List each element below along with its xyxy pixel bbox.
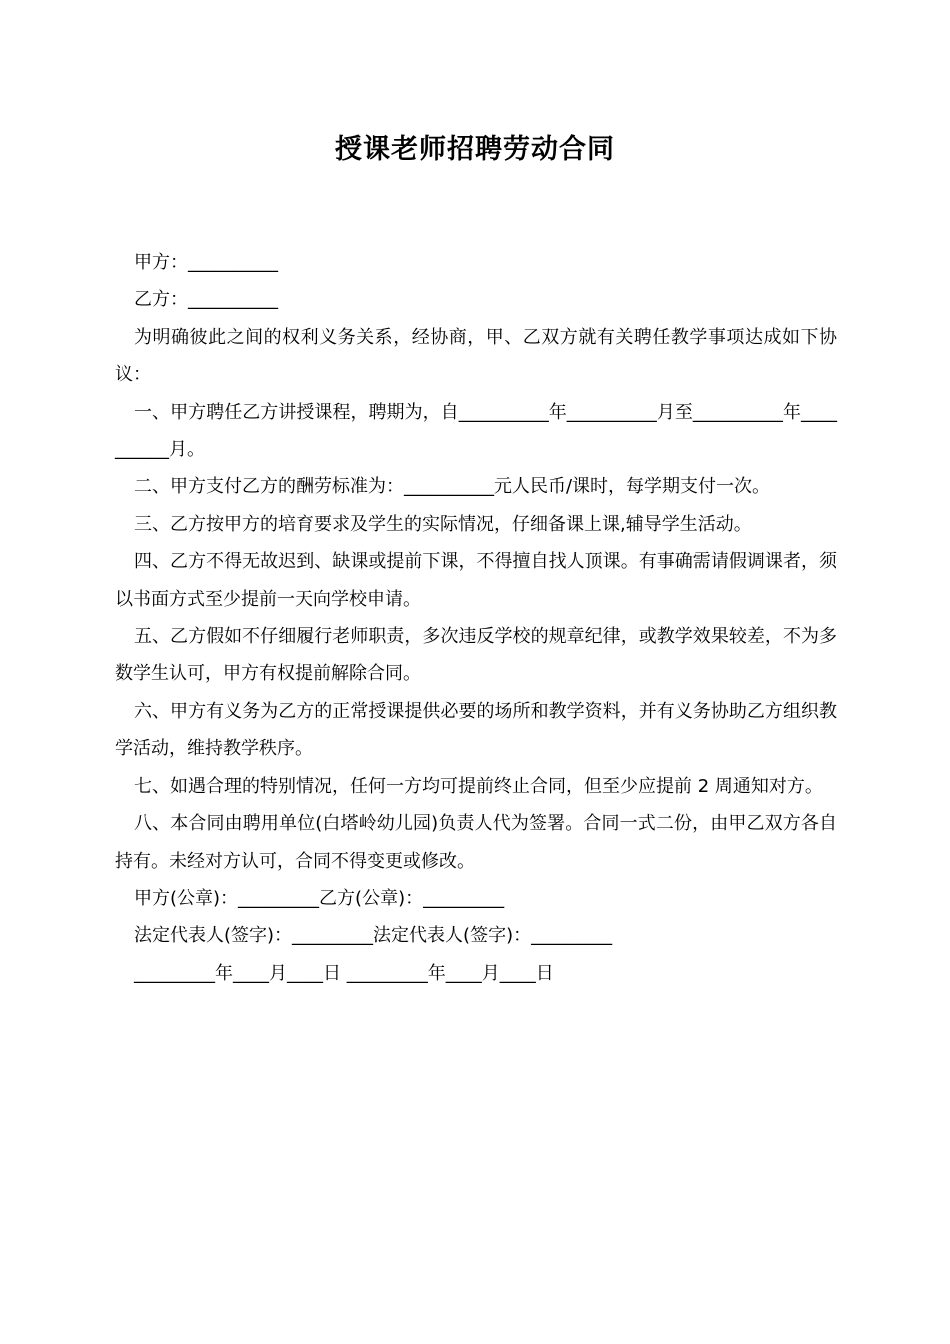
clause-4: 四、乙方不得无故迟到、缺课或提前下课，不得擅自找人顶课。有事确需请假调课者，须以书面方式至少提前一天向学校申请。: [115, 551, 837, 610]
party-a-line: 甲方：__________: [134, 252, 278, 273]
contract-body: [115, 244, 837, 992]
clause-5: 五、乙方假如不仔细履行老师职责，多次违反学校的规章纪律，或教学效果较差，不为多数学生认可，甲方有权提前解除合同。: [115, 626, 837, 685]
clause-3: 三、乙方按甲方的培育要求及学生的实际情况，仔细备课上课,辅导学生活动。: [134, 513, 752, 535]
clause-1: 一、甲方聘任乙方讲授课程，聘期为，自__________年__________月至__________年__________月。: [115, 401, 837, 461]
signature-representative-line: 法定代表人(签字)：_________法定代表人(签字)：_________: [134, 925, 613, 947]
clause-6: 六、甲方有义务为乙方的正常授课提供必要的场所和教学资料，并有义务协助乙方组织教学活动，维持教学秩序。: [115, 700, 837, 760]
clause-7: 七、如遇合理的特别情况，任何一方均可提前终止合同，但至少应提前 2 周通知对方。: [134, 775, 823, 797]
signature-date-line: _________年____月____日 _________年____月____日: [134, 962, 554, 984]
clause-2: 二、甲方支付乙方的酬劳标准为：__________元人民币/课时，每学期支付一次。: [134, 476, 771, 498]
signature-seal-line: 甲方(公章)：_________乙方(公章)：_________: [134, 887, 505, 909]
clause-8: 八、本合同由聘用单位(白塔岭幼儿园)负责人代为签署。合同一式二份，由甲乙双方各自持有。未经对方认可，合同不得变更或修改。: [115, 813, 837, 872]
document-title: 授课老师招聘劳动合同: [335, 134, 615, 165]
preamble-paragraph: 为明确彼此之间的权利义务关系，经协商，甲、乙双方就有关聘任教学事项达成如下协议：: [115, 326, 837, 386]
party-b-line: 乙方：__________: [134, 289, 278, 311]
